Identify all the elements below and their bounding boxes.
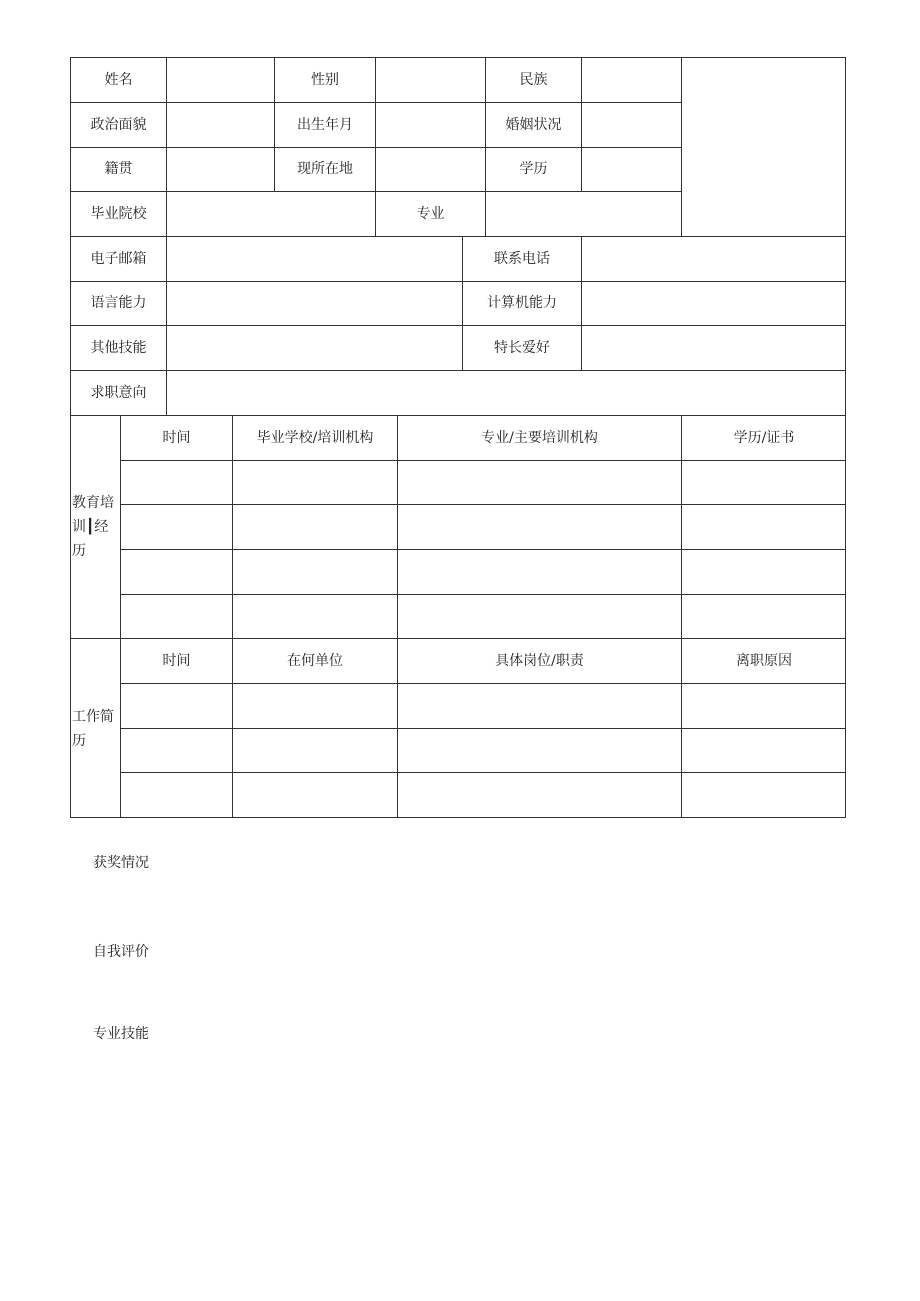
education-level-label: 学历 xyxy=(519,161,548,177)
email-field[interactable] xyxy=(167,236,462,281)
work-row[interactable] xyxy=(121,772,846,818)
gender-field[interactable] xyxy=(376,57,485,102)
education-row[interactable] xyxy=(121,504,846,549)
language-ability-field[interactable] xyxy=(167,281,462,325)
gender-label: 性别 xyxy=(311,71,339,88)
edu-header-degree: 学历/证书 xyxy=(733,429,795,446)
phone-label: 联系电话 xyxy=(494,250,550,267)
ethnicity-field[interactable] xyxy=(582,57,681,102)
other-skills-label: 其他技能 xyxy=(90,339,147,356)
political-status-field[interactable] xyxy=(167,102,274,147)
edu-header-school: 毕业学校/培训机构 xyxy=(256,429,374,446)
self-evaluation-heading: 自我评价 xyxy=(93,944,149,960)
current-location-label: 现所在地 xyxy=(297,161,353,177)
ethnicity-label: 民族 xyxy=(519,71,548,88)
edu-header-time: 时间 xyxy=(162,429,191,446)
work-row[interactable] xyxy=(121,728,846,772)
marital-status-field[interactable] xyxy=(582,102,681,147)
major-field[interactable] xyxy=(486,191,681,236)
hobbies-field[interactable] xyxy=(582,325,846,370)
native-place-field[interactable] xyxy=(167,147,274,191)
education-row[interactable] xyxy=(121,460,846,504)
work-header-leave-reason: 离职原因 xyxy=(736,652,792,669)
birth-date-label: 出生年月 xyxy=(297,116,353,133)
work-header-time: 时间 xyxy=(162,652,191,669)
current-location-field[interactable] xyxy=(376,147,485,191)
hobbies-label: 特长爱好 xyxy=(494,339,550,356)
work-header-position: 具体岗位/职责 xyxy=(495,652,584,669)
birth-date-field[interactable] xyxy=(376,102,485,147)
email-label: 电子邮箱 xyxy=(90,250,147,267)
computer-ability-field[interactable] xyxy=(582,281,846,325)
education-section-label: 教育培 训┃经 历 xyxy=(72,495,114,559)
name-field[interactable] xyxy=(167,57,274,102)
marital-status-label: 婚姻状况 xyxy=(505,116,562,133)
education-row[interactable] xyxy=(121,594,846,638)
job-intention-field[interactable] xyxy=(167,370,846,415)
graduate-school-field[interactable] xyxy=(167,191,375,236)
resume-form xyxy=(70,57,846,818)
political-status-label: 政治面貌 xyxy=(90,116,147,133)
education-level-field[interactable] xyxy=(582,147,681,191)
work-row[interactable] xyxy=(121,683,846,728)
phone-field[interactable] xyxy=(582,236,846,281)
native-place-label: 籍贯 xyxy=(104,161,133,177)
professional-skills-heading: 专业技能 xyxy=(93,1026,149,1042)
photo-area[interactable] xyxy=(682,57,846,236)
major-label: 专业 xyxy=(416,205,445,222)
work-header-company: 在何单位 xyxy=(287,652,343,669)
language-ability-label: 语言能力 xyxy=(90,295,147,311)
graduate-school-label: 毕业院校 xyxy=(90,205,147,222)
awards-heading: 获奖情况 xyxy=(93,855,149,871)
education-row[interactable] xyxy=(121,549,846,594)
work-section-label: 工作简 历 xyxy=(72,709,114,749)
name-label: 姓名 xyxy=(104,71,133,88)
computer-ability-label: 计算机能力 xyxy=(487,295,557,311)
edu-header-major: 专业/主要培训机构 xyxy=(481,429,598,446)
job-intention-label: 求职意向 xyxy=(90,384,147,401)
other-skills-field[interactable] xyxy=(167,325,462,370)
